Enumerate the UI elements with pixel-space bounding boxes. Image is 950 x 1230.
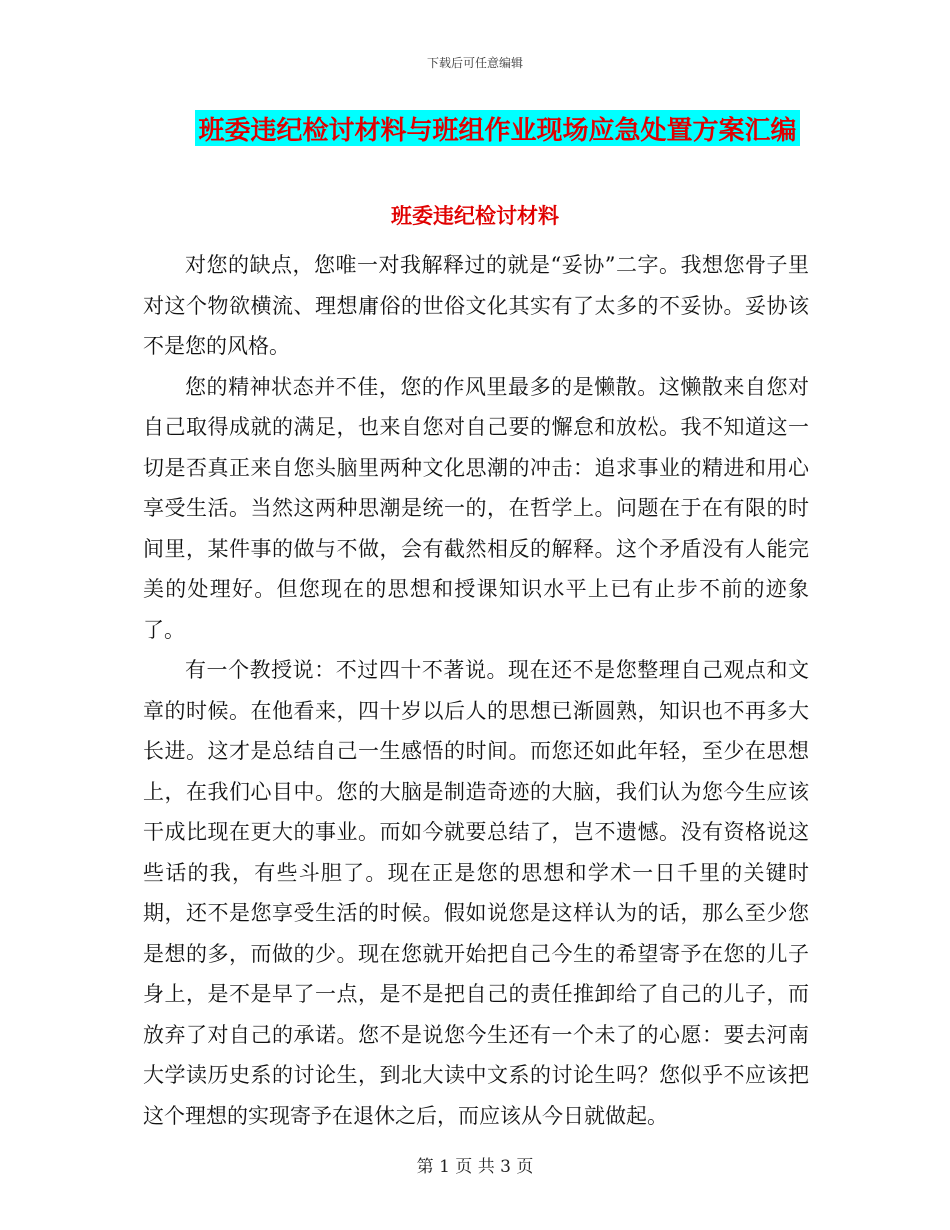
document-body bbox=[143, 245, 809, 1136]
document-title: 班委违纪检讨材料与班组作业现场应急处置方案汇编 bbox=[198, 115, 797, 146]
section-title: 班委违纪检讨材料 bbox=[391, 204, 559, 228]
page-header-note: 下载后可任意编辑 bbox=[426, 56, 523, 70]
paragraph-1: 对您的缺点，您唯一对我解释过的就是“妥协”二字。我想您骨子里对这个物欲横流、理想庸俗的世俗文化其实有了太多的不妥协。妥协该不是您的风格。 bbox=[143, 253, 809, 358]
paragraph-2: 您的精神状态并不佳，您的作风里最多的是懒散。这懒散来自您对自己取得成就的满足，也来自您对自己要的懈怠和放松。我不知道这一切是否真正来自您头脑里两种文化思潮的冲击：追求事业的精进和用心享受生活。当然这两种思潮是统一的，在哲学上。问题在于在有限的时间里，某件事的做与不做，会有截然相反的解释。这个矛盾没有人能完美的处理好。但您现在的思想和授课知识水平上已有止步不前的迹象了。 bbox=[143, 374, 809, 642]
paragraph-3: 有一个教授说：不过四十不著说。现在还不是您整理自己观点和文章的时候。在他看来，四十岁以后人的思想已渐圆熟，知识也不再多大长进。这才是总结自己一生感悟的时间。而您还如此年轻，至少在思想上，在我们心目中。您的大脑是制造奇迹的大脑，我们认为您今生应该干成比现在更大的事业。而如今就要总结了，岂不遗憾。没有资格说这些话的我，有些斗胆了。现在正是您的思想和学术一日千里的关键时期，还不是您享受生活的时候。假如说您是这样认为的话，那么至少您是想的多，而做的少。现在您就开始把自己今生的希望寄予在您的儿子身上，是不是早了一点，是不是把自己的责任推卸给了自己的儿子，而放弃了对自己的承诺。您不是说您今生还有一个未了的心愿：要去河南大学读历史系的讨论生，到北大读中文系的讨论生吗？您似乎不应该把这个理想的实现寄予在退休之后，而应该从今日就做起。 bbox=[143, 658, 809, 1128]
page-number-footer: 第 1 页 共 3 页 bbox=[416, 1157, 534, 1177]
document-title-highlight bbox=[195, 110, 800, 146]
